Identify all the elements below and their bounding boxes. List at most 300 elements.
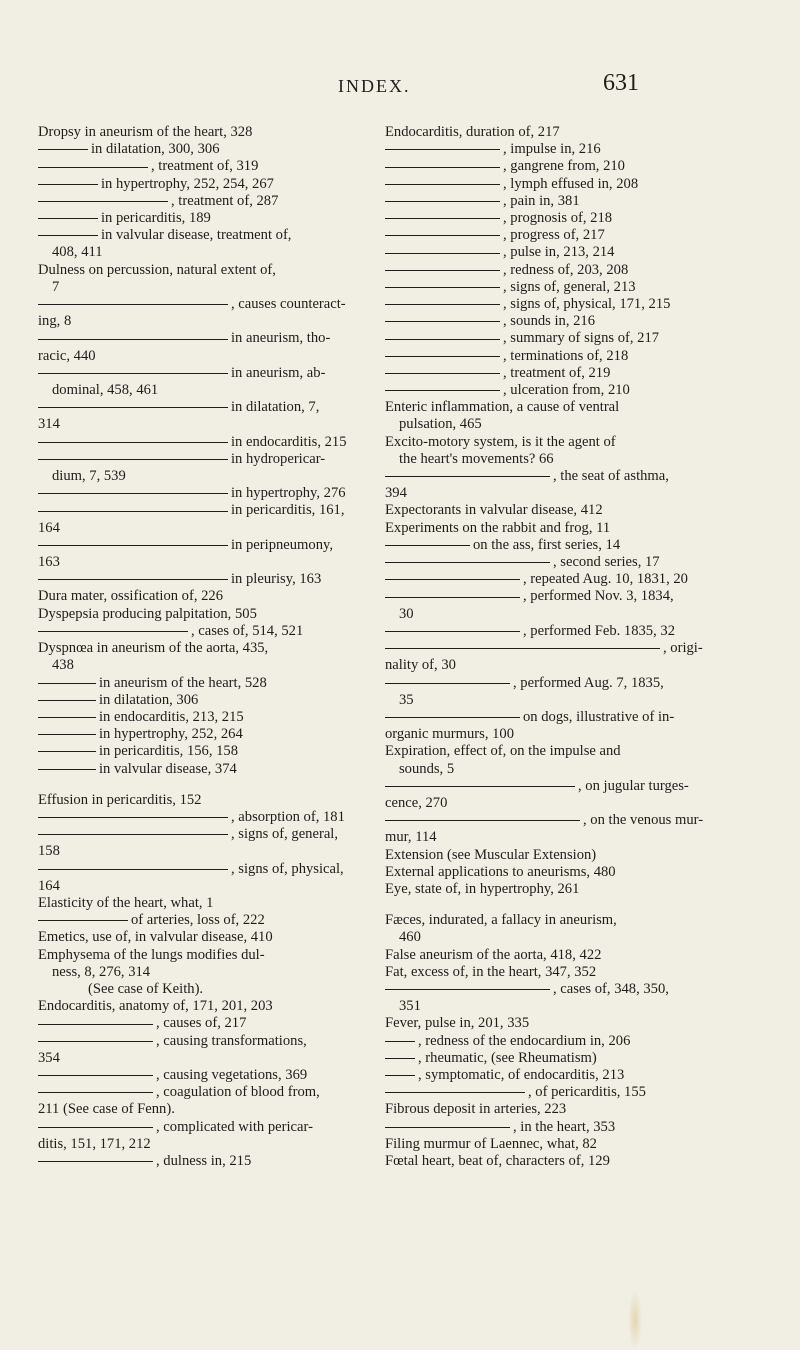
index-entry bbox=[385, 657, 707, 674]
ditto-rule bbox=[385, 989, 550, 990]
index-entry bbox=[385, 623, 707, 640]
index-entry bbox=[385, 279, 707, 296]
index-entry-text: ditis, 151, 171, 212 bbox=[38, 1135, 151, 1152]
index-entry bbox=[38, 1119, 360, 1136]
index-entry bbox=[385, 434, 707, 451]
ditto-rule bbox=[385, 1058, 415, 1059]
ditto-rule bbox=[38, 511, 228, 512]
index-entry-text: , repeated Aug. 10, 1831, 20 bbox=[523, 571, 688, 588]
index-entry-text: , on jugular turges- bbox=[578, 777, 689, 794]
index-entry bbox=[38, 520, 360, 537]
index-entry bbox=[385, 692, 707, 709]
index-entry-text: in peripneumony, bbox=[231, 536, 333, 553]
ditto-rule bbox=[385, 545, 470, 546]
index-entry bbox=[38, 485, 360, 502]
index-entry-text: Expectorants in valvular disease, 412 bbox=[385, 502, 603, 519]
index-entry bbox=[385, 1050, 707, 1067]
index-entry bbox=[385, 998, 707, 1015]
ditto-rule bbox=[38, 235, 98, 236]
ditto-rule bbox=[385, 1092, 525, 1093]
index-entry-text: racic, 440 bbox=[38, 347, 96, 364]
index-entry bbox=[38, 1015, 360, 1032]
index-entry-text: , redness of the endocardium in, 206 bbox=[418, 1032, 631, 1049]
ditto-rule bbox=[385, 1041, 415, 1042]
index-entry bbox=[385, 571, 707, 588]
ditto-rule bbox=[38, 834, 228, 835]
ditto-rule bbox=[385, 390, 500, 391]
index-entry bbox=[38, 623, 360, 640]
index-entry bbox=[38, 468, 360, 485]
index-entry-text: , pulse in, 213, 214 bbox=[503, 244, 615, 261]
page-number: 631 bbox=[603, 70, 639, 96]
index-entry bbox=[38, 416, 360, 433]
index-entry bbox=[385, 485, 707, 502]
index-column-right bbox=[385, 124, 707, 1170]
ditto-rule bbox=[38, 920, 128, 921]
index-entry bbox=[385, 227, 707, 244]
index-entry bbox=[38, 158, 360, 175]
index-entry bbox=[385, 158, 707, 175]
entry-gap bbox=[385, 898, 707, 912]
index-entry bbox=[38, 502, 360, 519]
index-entry bbox=[385, 468, 707, 485]
ditto-rule bbox=[38, 769, 96, 770]
index-entry-text: Dyspnœa in aneurism of the aorta, 435, bbox=[38, 640, 269, 657]
index-entry bbox=[385, 778, 707, 795]
index-entry bbox=[385, 365, 707, 382]
index-entry bbox=[38, 878, 360, 895]
ditto-rule bbox=[38, 339, 228, 340]
index-entry-text: , rheumatic, (see Rheumatism) bbox=[418, 1049, 597, 1066]
index-entry-text: 438 bbox=[52, 657, 74, 674]
index-entry bbox=[38, 1033, 360, 1050]
ditto-rule bbox=[385, 579, 520, 580]
index-entry-text: Dyspepsia producing palpitation, 505 bbox=[38, 605, 257, 622]
index-entry-text: dominal, 458, 461 bbox=[52, 382, 159, 399]
index-entry-text: mur, 114 bbox=[385, 829, 437, 846]
index-entry bbox=[38, 296, 360, 313]
index-entry bbox=[385, 176, 707, 193]
index-entry bbox=[38, 434, 360, 451]
index-entry-text: Excito-motory system, is it the agent of bbox=[385, 433, 616, 450]
index-entry-text: , performed Nov. 3, 1834, bbox=[523, 588, 674, 605]
index-entry bbox=[385, 929, 707, 946]
index-entry-text: , dulness in, 215 bbox=[156, 1152, 252, 1169]
index-entry-text: , in the heart, 353 bbox=[513, 1118, 616, 1135]
ditto-rule bbox=[38, 493, 228, 494]
index-entry-text: Dulness on percussion, natural extent of, bbox=[38, 261, 276, 278]
ditto-rule bbox=[38, 545, 228, 546]
index-entry-text: , treatment of, 319 bbox=[151, 158, 259, 175]
ditto-rule bbox=[385, 631, 520, 632]
index-entry bbox=[38, 826, 360, 843]
ditto-rule bbox=[38, 1127, 153, 1128]
index-entry bbox=[38, 640, 360, 657]
ditto-rule bbox=[385, 167, 500, 168]
index-entry bbox=[385, 451, 707, 468]
index-entry-text: , prognosis of, 218 bbox=[503, 210, 613, 227]
ditto-rule bbox=[38, 631, 188, 632]
index-entry bbox=[38, 588, 360, 605]
index-entry bbox=[38, 929, 360, 946]
index-entry bbox=[38, 244, 360, 261]
index-entry-text: , second series, 17 bbox=[553, 554, 660, 571]
index-entry-text: , terminations of, 218 bbox=[503, 347, 629, 364]
index-entry bbox=[38, 537, 360, 554]
index-entry-text: in dilatation, 306 bbox=[99, 691, 199, 708]
index-entry-text: , symptomatic, of endocarditis, 213 bbox=[418, 1066, 625, 1083]
index-entry bbox=[385, 726, 707, 743]
ditto-rule bbox=[385, 287, 500, 288]
index-entry-text: 211 (See case of Fenn). bbox=[38, 1101, 175, 1118]
ditto-rule bbox=[385, 339, 500, 340]
index-entry bbox=[38, 657, 360, 674]
index-entry-text: the heart's movements? 66 bbox=[399, 450, 554, 467]
index-entry-text: 394 bbox=[385, 485, 407, 502]
index-entry bbox=[38, 1050, 360, 1067]
index-entry-text: in hypertrophy, 276 bbox=[231, 485, 346, 502]
index-entry-text: Fibrous deposit in arteries, 223 bbox=[385, 1101, 567, 1118]
index-entry bbox=[385, 124, 707, 141]
index-entry bbox=[38, 124, 360, 141]
index-entry-text: on the ass, first series, 14 bbox=[473, 536, 621, 553]
ditto-rule bbox=[38, 218, 98, 219]
ditto-rule bbox=[38, 373, 228, 374]
index-entry-text: , on the venous mur- bbox=[583, 812, 704, 829]
index-entry-text: , causes counteract- bbox=[231, 296, 346, 313]
index-entry-text: , causing transformations, bbox=[156, 1032, 307, 1049]
index-entry-text: , cases of, 514, 521 bbox=[191, 622, 304, 639]
index-entry-text: in pericarditis, 156, 158 bbox=[99, 743, 239, 760]
index-entry-text: Enteric inflammation, a cause of ventral bbox=[385, 399, 620, 416]
index-entry bbox=[38, 141, 360, 158]
index-entry bbox=[385, 881, 707, 898]
index-entry bbox=[385, 313, 707, 330]
ditto-rule bbox=[385, 1127, 510, 1128]
running-head: INDEX. bbox=[338, 76, 411, 96]
index-entry bbox=[385, 520, 707, 537]
index-entry-text: , complicated with pericar- bbox=[156, 1118, 313, 1135]
ditto-rule bbox=[38, 700, 96, 701]
index-entry-text: in dilatation, 300, 306 bbox=[91, 141, 220, 158]
index-entry-text: in pericarditis, 189 bbox=[101, 210, 211, 227]
index-entry-text: in hydropericar- bbox=[231, 450, 326, 467]
entry-gap bbox=[38, 778, 360, 792]
index-entry-text: Elasticity of the heart, what, 1 bbox=[38, 894, 214, 911]
index-entry-text: 163 bbox=[38, 554, 60, 571]
index-entry-text: , of pericarditis, 155 bbox=[528, 1084, 646, 1101]
index-entry-text: 164 bbox=[38, 519, 60, 536]
index-entry-text: , pain in, 381 bbox=[503, 192, 580, 209]
index-entry bbox=[38, 792, 360, 809]
index-entry bbox=[385, 502, 707, 519]
index-entry bbox=[385, 864, 707, 881]
page-header bbox=[0, 70, 800, 100]
ditto-rule bbox=[385, 820, 580, 821]
ditto-rule bbox=[38, 442, 228, 443]
index-entry-text: 30 bbox=[399, 605, 414, 622]
ditto-rule bbox=[385, 476, 550, 477]
index-entry bbox=[385, 416, 707, 433]
ditto-rule bbox=[38, 1041, 153, 1042]
index-entry-text: Endocarditis, duration of, 217 bbox=[385, 124, 560, 140]
index-entry-text: Effusion in pericarditis, 152 bbox=[38, 791, 202, 808]
index-entry bbox=[38, 809, 360, 826]
ditto-rule bbox=[385, 321, 500, 322]
ditto-rule bbox=[38, 1075, 153, 1076]
index-entry-text: , redness of, 203, 208 bbox=[503, 261, 629, 278]
index-entry-text: in hypertrophy, 252, 264 bbox=[99, 726, 243, 743]
index-entry-text: Fæces, indurated, a fallacy in aneurism, bbox=[385, 912, 617, 929]
index-entry-text: in pleurisy, 163 bbox=[231, 571, 322, 588]
index-entry bbox=[385, 399, 707, 416]
ditto-rule bbox=[385, 184, 500, 185]
index-entry bbox=[385, 829, 707, 846]
index-entry bbox=[38, 947, 360, 964]
index-entry bbox=[38, 761, 360, 778]
index-entry-text: Dropsy in aneurism of the heart, 328 bbox=[38, 124, 253, 140]
index-entry bbox=[385, 981, 707, 998]
index-entry-text: , sounds in, 216 bbox=[503, 313, 596, 330]
index-entry bbox=[385, 1033, 707, 1050]
index-entry bbox=[38, 1153, 360, 1170]
index-entry-text: Extension (see Muscular Extension) bbox=[385, 846, 597, 863]
index-entry bbox=[385, 1067, 707, 1084]
index-entry-text: , signs of, general, 213 bbox=[503, 278, 636, 295]
index-entry-text: in pericarditis, 161, bbox=[231, 502, 345, 519]
index-entry-text: , the seat of asthma, bbox=[553, 468, 669, 485]
index-entry bbox=[38, 1084, 360, 1101]
index-entry-text: Fat, excess of, in the heart, 347, 352 bbox=[385, 963, 597, 980]
index-entry bbox=[385, 743, 707, 760]
index-entry bbox=[38, 675, 360, 692]
index-entry-text: 314 bbox=[38, 416, 60, 433]
index-entry bbox=[385, 554, 707, 571]
index-entry-text: , causing vegetations, 369 bbox=[156, 1066, 308, 1083]
ditto-rule bbox=[385, 201, 500, 202]
index-entry bbox=[38, 227, 360, 244]
index-entry-text: 158 bbox=[38, 843, 60, 860]
ditto-rule bbox=[385, 683, 510, 684]
index-entry-text: of arteries, loss of, 222 bbox=[131, 912, 265, 929]
paper-stain bbox=[628, 1290, 642, 1350]
index-entry bbox=[385, 330, 707, 347]
ditto-rule bbox=[38, 167, 148, 168]
index-entry-text: sounds, 5 bbox=[399, 760, 455, 777]
index-entry-text: in aneurism, tho- bbox=[231, 330, 331, 347]
ditto-rule bbox=[385, 270, 500, 271]
index-entry-text: in aneurism, ab- bbox=[231, 364, 326, 381]
index-entry-text: Emetics, use of, in valvular disease, 410 bbox=[38, 929, 273, 946]
ditto-rule bbox=[38, 407, 228, 408]
index-entry-text: 35 bbox=[399, 691, 414, 708]
index-entry bbox=[38, 571, 360, 588]
ditto-rule bbox=[38, 1024, 153, 1025]
index-entry bbox=[38, 313, 360, 330]
ditto-rule bbox=[385, 562, 550, 563]
index-entry bbox=[385, 1015, 707, 1032]
index-entry bbox=[385, 244, 707, 261]
ditto-rule bbox=[385, 786, 575, 787]
ditto-rule bbox=[38, 201, 168, 202]
index-entry bbox=[38, 1067, 360, 1084]
index-entry bbox=[385, 912, 707, 929]
index-entry bbox=[385, 640, 707, 657]
ditto-rule bbox=[385, 1075, 415, 1076]
index-entry-text: Fœtal heart, beat of, characters of, 129 bbox=[385, 1152, 610, 1169]
index-entry bbox=[38, 554, 360, 571]
ditto-rule bbox=[385, 253, 500, 254]
index-entry bbox=[385, 262, 707, 279]
ditto-rule bbox=[385, 218, 500, 219]
index-entry bbox=[38, 262, 360, 279]
index-entry bbox=[385, 847, 707, 864]
index-entry-text: , coagulation of blood from, bbox=[156, 1084, 320, 1101]
index-entry bbox=[385, 947, 707, 964]
index-entry bbox=[385, 761, 707, 778]
index-entry-text: (See case of Keith). bbox=[88, 980, 204, 997]
ditto-rule bbox=[385, 235, 500, 236]
index-entry bbox=[38, 330, 360, 347]
index-entry-text: Endocarditis, anatomy of, 171, 201, 203 bbox=[38, 998, 273, 1015]
index-entry-text: False aneurism of the aorta, 418, 422 bbox=[385, 946, 602, 963]
index-entry-text: 7 bbox=[52, 278, 60, 295]
ditto-rule bbox=[38, 1092, 153, 1093]
index-entry-text: , signs of, physical, bbox=[231, 860, 344, 877]
index-entry-text: 164 bbox=[38, 877, 60, 894]
index-entry-text: in aneurism of the heart, 528 bbox=[99, 674, 267, 691]
index-entry-text: , gangrene from, 210 bbox=[503, 158, 625, 175]
ditto-rule bbox=[385, 356, 500, 357]
index-entry-text: , treatment of, 287 bbox=[171, 192, 279, 209]
index-entry bbox=[38, 964, 360, 981]
index-entry bbox=[38, 606, 360, 623]
index-entry bbox=[385, 537, 707, 554]
index-entry bbox=[38, 692, 360, 709]
index-entry-text: , causes of, 217 bbox=[156, 1015, 247, 1032]
ditto-rule bbox=[38, 184, 98, 185]
index-entry-text: , summary of signs of, 217 bbox=[503, 330, 660, 347]
index-entry-text: Emphysema of the lungs modifies dul- bbox=[38, 946, 265, 963]
index-entry bbox=[38, 843, 360, 860]
ditto-rule bbox=[385, 149, 500, 150]
index-entry bbox=[38, 895, 360, 912]
index-entry-text: in endocarditis, 213, 215 bbox=[99, 708, 244, 725]
index-entry-text: External applications to aneurisms, 480 bbox=[385, 863, 616, 880]
index-entry-text: Expiration, effect of, on the impulse and bbox=[385, 743, 621, 760]
index-entry bbox=[385, 296, 707, 313]
index-entry-text: , origi- bbox=[663, 640, 703, 657]
index-entry bbox=[385, 675, 707, 692]
index-entry bbox=[38, 1101, 360, 1118]
ditto-rule bbox=[385, 597, 520, 598]
index-entry-text: , ulceration from, 210 bbox=[503, 382, 630, 399]
index-entry bbox=[385, 812, 707, 829]
index-entry bbox=[38, 726, 360, 743]
index-entry bbox=[38, 981, 360, 998]
index-entry bbox=[38, 210, 360, 227]
index-entry-text: , lymph effused in, 208 bbox=[503, 175, 639, 192]
index-entry-text: 351 bbox=[399, 998, 421, 1015]
index-entry bbox=[385, 1084, 707, 1101]
index-entry-text: ness, 8, 276, 314 bbox=[52, 963, 151, 980]
index-entry-text: in hypertrophy, 252, 254, 267 bbox=[101, 175, 274, 192]
index-entry bbox=[38, 998, 360, 1015]
index-entry-text: in endocarditis, 215 bbox=[231, 433, 347, 450]
ditto-rule bbox=[385, 717, 520, 718]
index-entry bbox=[385, 193, 707, 210]
index-entry-text: 354 bbox=[38, 1049, 60, 1066]
index-entry bbox=[38, 743, 360, 760]
index-entry bbox=[385, 1119, 707, 1136]
index-entry-text: Eye, state of, in hypertrophy, 261 bbox=[385, 880, 580, 897]
index-entry bbox=[385, 795, 707, 812]
index-entry bbox=[38, 348, 360, 365]
index-entry bbox=[385, 1136, 707, 1153]
index-entry bbox=[38, 382, 360, 399]
index-entry-text: organic murmurs, 100 bbox=[385, 726, 515, 743]
index-entry-text: in valvular disease, 374 bbox=[99, 760, 237, 777]
ditto-rule bbox=[38, 869, 228, 870]
index-entry-text: Fever, pulse in, 201, 335 bbox=[385, 1015, 530, 1032]
index-entry-text: pulsation, 465 bbox=[399, 416, 482, 433]
index-entry bbox=[38, 399, 360, 416]
index-entry-text: in dilatation, 7, bbox=[231, 399, 320, 416]
index-entry bbox=[385, 141, 707, 158]
index-entry-text: , treatment of, 219 bbox=[503, 364, 611, 381]
index-entry-text: Dura mater, ossification of, 226 bbox=[38, 588, 224, 605]
index-entry bbox=[385, 1101, 707, 1118]
index-entry-text: Experiments on the rabbit and frog, 11 bbox=[385, 519, 611, 536]
ditto-rule bbox=[38, 751, 96, 752]
ditto-rule bbox=[38, 149, 88, 150]
index-entry bbox=[385, 709, 707, 726]
index-entry-text: nality of, 30 bbox=[385, 657, 456, 674]
index-entry bbox=[385, 1153, 707, 1170]
index-entry bbox=[38, 912, 360, 929]
ditto-rule bbox=[38, 734, 96, 735]
index-entry bbox=[38, 193, 360, 210]
index-entry-text: Filing murmur of Laennec, what, 82 bbox=[385, 1135, 597, 1152]
ditto-rule bbox=[38, 717, 96, 718]
index-entry bbox=[385, 210, 707, 227]
ditto-rule bbox=[38, 459, 228, 460]
index-entry bbox=[38, 1136, 360, 1153]
index-entry bbox=[385, 382, 707, 399]
index-entry-text: , impulse in, 216 bbox=[503, 141, 601, 158]
ditto-rule bbox=[38, 683, 96, 684]
index-entry-text: ing, 8 bbox=[38, 313, 72, 330]
index-entry bbox=[38, 279, 360, 296]
index-entry-text: on dogs, illustrative of in- bbox=[523, 708, 675, 725]
index-entry bbox=[38, 451, 360, 468]
ditto-rule bbox=[385, 304, 500, 305]
index-entry bbox=[38, 365, 360, 382]
index-entry-text: , absorption of, 181 bbox=[231, 808, 345, 825]
ditto-rule bbox=[38, 579, 228, 580]
ditto-rule bbox=[385, 648, 660, 649]
index-entry-text: , cases of, 348, 350, bbox=[553, 980, 669, 997]
index-entry bbox=[385, 588, 707, 605]
ditto-rule bbox=[38, 1161, 153, 1162]
index-entry-text: , performed Feb. 1835, 32 bbox=[523, 622, 675, 639]
index-column-left bbox=[38, 124, 360, 1170]
index-entry bbox=[385, 348, 707, 365]
index-entry-text: in valvular disease, treatment of, bbox=[101, 227, 292, 244]
index-entry bbox=[385, 964, 707, 981]
index-entry-text: 460 bbox=[399, 929, 421, 946]
index-entry bbox=[38, 861, 360, 878]
